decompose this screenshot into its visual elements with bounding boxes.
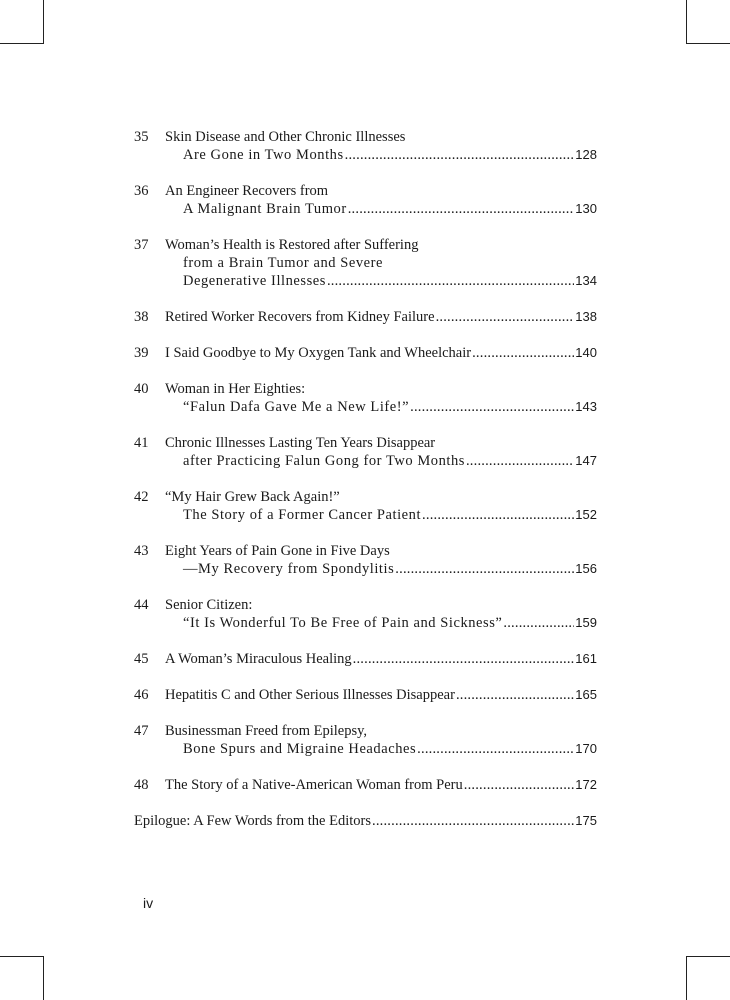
page-number: 128 (575, 147, 597, 162)
chapter-number: 37 (134, 237, 149, 253)
toc-entry-line (134, 776, 597, 794)
toc-entry-line (134, 506, 597, 524)
toc-entry[interactable] (134, 650, 597, 668)
toc-entry[interactable] (134, 344, 597, 362)
chapter-number: 41 (134, 435, 149, 451)
chapter-number: 46 (134, 687, 149, 703)
chapter-title: Bone Spurs and Migraine Headaches (183, 741, 417, 757)
page-number: 172 (575, 777, 597, 792)
page-number: 159 (575, 615, 597, 630)
chapter-title: Are Gone in Two Months (183, 147, 344, 163)
chapter-number: 40 (134, 381, 149, 397)
toc-entry-epilogue[interactable] (134, 812, 597, 830)
chapter-number: 43 (134, 543, 149, 559)
chapter-title: A Woman’s Miraculous Healing (165, 651, 352, 667)
epilogue-title: Epilogue: A Few Words from the Editors (134, 813, 371, 829)
crop-mark-top-right-v (686, 0, 687, 44)
toc-entry-line (134, 398, 597, 416)
chapter-title: Degenerative Illnesses (183, 273, 326, 289)
crop-mark-top-right-h (686, 43, 730, 44)
toc-entry-line (134, 740, 597, 758)
table-of-contents (134, 128, 597, 848)
page-number: 134 (575, 273, 597, 288)
dot-leader (348, 200, 575, 218)
dot-leader (464, 776, 575, 794)
page-number: 165 (575, 687, 597, 702)
crop-mark-bottom-right-v (686, 956, 687, 1000)
chapter-number: 45 (134, 651, 149, 667)
toc-entry[interactable] (134, 236, 597, 290)
toc-entry-line (134, 146, 597, 164)
chapter-title: Hepatitis C and Other Serious Illnesses Disappear (165, 687, 455, 703)
chapter-title: from a Brain Tumor and Severe (183, 255, 383, 271)
toc-entry[interactable] (134, 434, 597, 470)
toc-entry[interactable] (134, 182, 597, 218)
toc-entry[interactable] (134, 542, 597, 578)
chapter-title: Businessman Freed from Epilepsy, (165, 723, 368, 739)
chapter-number: 48 (134, 777, 149, 793)
chapter-title: “Falun Dafa Gave Me a New Life!” (183, 399, 410, 415)
toc-entry[interactable] (134, 722, 597, 758)
page-number: 138 (575, 309, 597, 324)
dot-leader (472, 344, 574, 362)
chapter-number: 47 (134, 723, 149, 739)
chapter-number: 44 (134, 597, 149, 613)
chapter-title: Retired Worker Recovers from Kidney Failure (165, 309, 435, 325)
chapter-number: 36 (134, 183, 149, 199)
page-number: 147 (575, 453, 597, 468)
chapter-title: Senior Citizen: (165, 597, 253, 613)
crop-mark-bottom-left-h (0, 956, 44, 957)
toc-entry-line (134, 200, 597, 218)
crop-mark-top-left-v (43, 0, 44, 44)
chapter-title: Chronic Illnesses Lasting Ten Years Disappear (165, 435, 436, 451)
toc-entry-line (134, 236, 597, 254)
chapter-title: The Story of a Former Cancer Patient (183, 507, 422, 523)
toc-entry-line (134, 182, 597, 200)
chapter-number: 42 (134, 489, 149, 505)
toc-entry-line (134, 488, 597, 506)
chapter-title: “My Hair Grew Back Again!” (165, 489, 340, 505)
chapter-title: after Practicing Falun Gong for Two Months (183, 453, 465, 469)
chapter-number: 39 (134, 345, 149, 361)
dot-leader (372, 812, 574, 830)
toc-entry-line (134, 254, 597, 272)
toc-entry[interactable] (134, 308, 597, 326)
page-folio: iv (143, 895, 154, 911)
dot-leader (395, 560, 574, 578)
chapter-title: A Malignant Brain Tumor (183, 201, 347, 217)
crop-mark-bottom-right-h (686, 956, 730, 957)
crop-mark-bottom-left-v (43, 956, 44, 1000)
toc-entry-line (134, 722, 597, 740)
chapter-number: 38 (134, 309, 149, 325)
chapter-title: I Said Goodbye to My Oxygen Tank and Wheelchair (165, 345, 472, 361)
dot-leader (327, 272, 574, 290)
dot-leader (503, 614, 574, 632)
toc-entry[interactable] (134, 128, 597, 164)
chapter-title: Eight Years of Pain Gone in Five Days (165, 543, 390, 559)
toc-entry-line (134, 560, 597, 578)
page-number: 130 (575, 201, 597, 216)
toc-entry-line (134, 128, 597, 146)
dot-leader (466, 452, 574, 470)
toc-entry-line (134, 344, 597, 362)
toc-entry[interactable] (134, 380, 597, 416)
toc-entry-line (134, 542, 597, 560)
toc-entry-line (134, 650, 597, 668)
toc-entry-line (134, 614, 597, 632)
chapter-title: Skin Disease and Other Chronic Illnesses (165, 129, 406, 145)
toc-entry-line (134, 380, 597, 398)
page-number: 175 (575, 813, 597, 828)
chapter-title: “It Is Wonderful To Be Free of Pain and Sickness” (183, 615, 503, 631)
dot-leader (417, 740, 574, 758)
toc-entry[interactable] (134, 596, 597, 632)
page-number: 140 (575, 345, 597, 360)
page-number: 170 (575, 741, 597, 756)
chapter-number: 35 (134, 129, 149, 145)
page-number: 161 (575, 651, 597, 666)
dot-leader (456, 686, 574, 704)
toc-entry[interactable] (134, 488, 597, 524)
crop-mark-top-left-h (0, 43, 44, 44)
toc-entry-line (134, 434, 597, 452)
chapter-title: The Story of a Native-American Woman from Peru (165, 777, 463, 793)
toc-entry[interactable] (134, 686, 597, 704)
dot-leader (410, 398, 574, 416)
page-number: 156 (575, 561, 597, 576)
dot-leader (422, 506, 574, 524)
toc-entry-line (134, 812, 597, 830)
toc-entry-line (134, 596, 597, 614)
dot-leader (345, 146, 575, 164)
chapter-title: Woman’s Health is Restored after Suffering (165, 237, 419, 253)
page-number: 152 (575, 507, 597, 522)
toc-entry[interactable] (134, 776, 597, 794)
toc-entry-line (134, 686, 597, 704)
toc-entry-line (134, 308, 597, 326)
dot-leader (436, 308, 575, 326)
chapter-title: An Engineer Recovers from (165, 183, 329, 199)
dot-leader (353, 650, 575, 668)
toc-entry-line (134, 452, 597, 470)
chapter-title: Woman in Her Eighties: (165, 381, 306, 397)
page-number: 143 (575, 399, 597, 414)
toc-entry-line (134, 272, 597, 290)
chapter-title: —My Recovery from Spondylitis (183, 561, 395, 577)
